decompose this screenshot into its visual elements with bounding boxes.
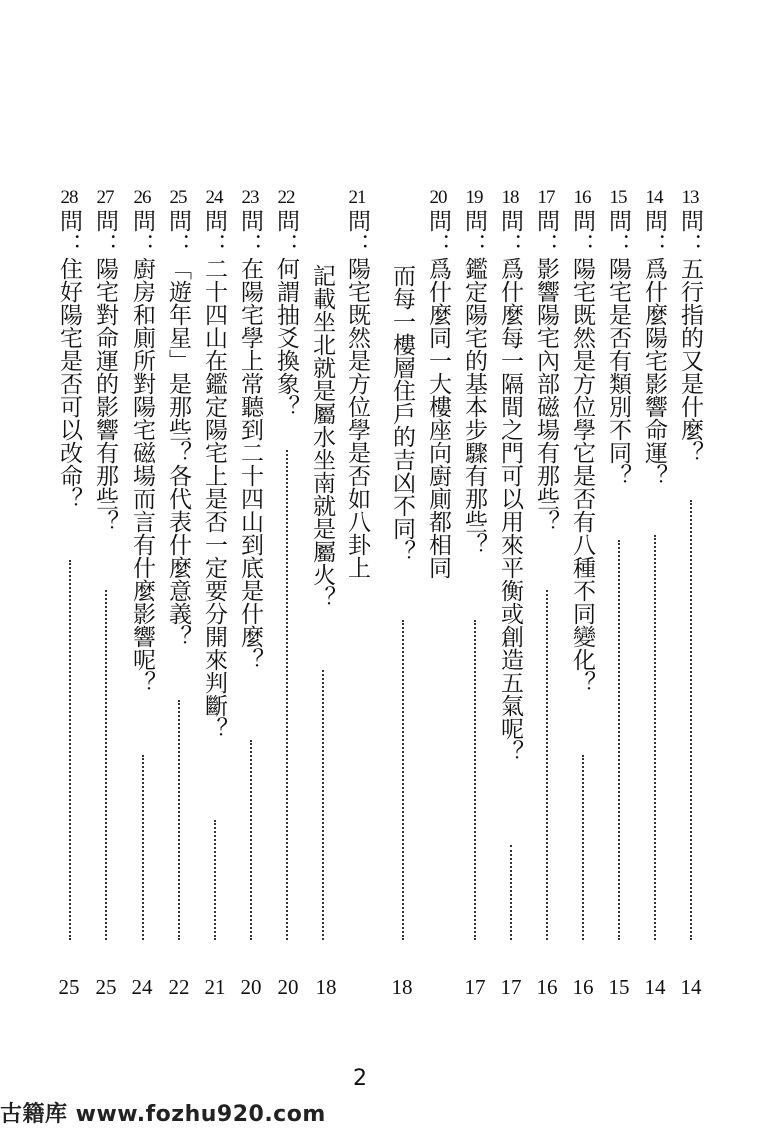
page-ref: 25 xyxy=(58,975,80,999)
leader-dots xyxy=(510,845,518,940)
leader-dots xyxy=(322,670,330,940)
colon: ： xyxy=(237,233,263,256)
leader-dots xyxy=(582,755,590,940)
question-label: 問 xyxy=(425,209,451,232)
question-number: 19 xyxy=(465,187,483,208)
question-text: 影響陽宅內部磁場有那些？ xyxy=(533,257,559,533)
question-text: 陽宅對命運的影響有那些？ xyxy=(92,257,118,533)
leader-dots xyxy=(474,620,482,940)
leader-dots xyxy=(178,700,186,940)
leader-dots xyxy=(142,755,150,940)
page-ref: 20 xyxy=(277,975,299,999)
toc-entry-19 xyxy=(457,188,491,556)
question-text: 二十四山在鑑定陽宅上是否一定要分開來判斷？ xyxy=(201,257,227,740)
colon: ： xyxy=(344,233,370,256)
toc-entry-24 xyxy=(197,188,231,740)
leader-dots xyxy=(105,590,113,940)
toc-entry-28 xyxy=(52,188,86,510)
leader-dots xyxy=(690,500,698,940)
question-number: 21 xyxy=(348,187,366,208)
question-number: 20 xyxy=(429,187,447,208)
page-ref: 16 xyxy=(572,975,594,999)
question-label: 問 xyxy=(533,209,559,232)
colon: ： xyxy=(641,233,667,256)
toc-entry-15 xyxy=(601,188,635,487)
question-number: 24 xyxy=(205,187,223,208)
question-text: 爲什麼每一隔間之門可以用來平衡或創造五氣呢？ xyxy=(497,257,523,763)
question-label: 問 xyxy=(201,209,227,232)
page-ref: 21 xyxy=(204,975,226,999)
page-ref: 20 xyxy=(240,975,262,999)
question-text: 爲什麼陽宅影響命運？ xyxy=(641,257,667,487)
question-text: 「遊年星」是那些？各代表什麼意義？ xyxy=(165,257,191,648)
colon: ： xyxy=(129,233,155,256)
question-text: 陽宅既然是方位學是否如八卦上 xyxy=(344,257,370,579)
leader-dots xyxy=(250,740,258,940)
page-ref: 14 xyxy=(644,975,666,999)
question-number: 18 xyxy=(501,187,519,208)
colon: ： xyxy=(605,233,631,256)
question-text: 爲什麼同一大樓座向廚廁都相同 xyxy=(425,257,451,579)
question-label: 問 xyxy=(237,209,263,232)
toc-entry-14 xyxy=(637,188,671,487)
question-text: 記載坐北就是屬水坐南就是屬火？ xyxy=(309,264,335,609)
colon: ： xyxy=(497,233,523,256)
page-ref: 18 xyxy=(391,975,413,999)
question-label: 問 xyxy=(165,209,191,232)
toc-entry-26 xyxy=(125,188,159,694)
colon: ： xyxy=(533,233,559,256)
question-label: 問 xyxy=(569,209,595,232)
question-number: 25 xyxy=(169,187,187,208)
colon: ： xyxy=(425,233,451,256)
question-text: 住好陽宅是否可以改命？ xyxy=(56,257,82,510)
question-text: 陽宅是否有類別不同？ xyxy=(605,257,631,487)
page-ref: 22 xyxy=(168,975,190,999)
question-label: 問 xyxy=(461,209,487,232)
toc-entry-21-continued xyxy=(305,264,339,609)
page-ref: 18 xyxy=(315,975,337,999)
question-label: 問 xyxy=(273,209,299,232)
page-number: 2 xyxy=(353,1066,367,1091)
page-ref: 17 xyxy=(500,975,522,999)
question-number: 14 xyxy=(645,187,663,208)
toc-entry-16 xyxy=(565,188,599,694)
page-ref: 14 xyxy=(680,975,702,999)
question-label: 問 xyxy=(56,209,82,232)
question-label: 問 xyxy=(677,209,703,232)
colon: ： xyxy=(677,233,703,256)
colon: ： xyxy=(56,233,82,256)
page-ref: 25 xyxy=(95,975,117,999)
colon: ： xyxy=(461,233,487,256)
question-text: 何謂抽爻換象？ xyxy=(273,257,299,418)
toc-entry-17 xyxy=(529,188,563,533)
page-ref: 17 xyxy=(464,975,486,999)
toc-entry-22 xyxy=(269,188,303,418)
question-number: 16 xyxy=(573,187,591,208)
question-text: 鑑定陽宅的基本步驟有那些？ xyxy=(461,257,487,556)
toc-entry-20-continued xyxy=(385,264,419,563)
question-text: 而每一樓層住戶的吉凶不同？ xyxy=(389,264,415,563)
leader-dots xyxy=(402,620,410,940)
question-label: 問 xyxy=(92,209,118,232)
toc-entry-18 xyxy=(493,188,527,763)
colon: ： xyxy=(273,233,299,256)
question-number: 26 xyxy=(133,187,151,208)
toc-entry-20 xyxy=(421,188,455,579)
question-text: 陽宅既然是方位學它是否有八種不同變化？ xyxy=(569,257,595,694)
page-ref: 24 xyxy=(131,975,153,999)
colon: ： xyxy=(569,233,595,256)
question-number: 22 xyxy=(277,187,295,208)
page-ref: 16 xyxy=(536,975,558,999)
question-number: 17 xyxy=(537,187,555,208)
leader-dots xyxy=(69,560,77,940)
question-label: 問 xyxy=(129,209,155,232)
toc-entry-23 xyxy=(233,188,267,671)
question-text: 廚房和廁所對陽宅磁場而言有什麼影響呢？ xyxy=(129,257,155,694)
leader-dots xyxy=(654,535,662,940)
colon: ： xyxy=(201,233,227,256)
question-label: 問 xyxy=(641,209,667,232)
leader-dots xyxy=(286,450,294,940)
leader-dots xyxy=(618,540,626,940)
question-label: 問 xyxy=(605,209,631,232)
question-label: 問 xyxy=(497,209,523,232)
toc-entry-21 xyxy=(340,188,374,579)
question-text: 在陽宅學上常聽到二十四山到底是什麼？ xyxy=(237,257,263,671)
page-ref: 15 xyxy=(608,975,630,999)
colon: ： xyxy=(165,233,191,256)
toc-entry-27 xyxy=(88,188,122,533)
watermark: 古籍库 www.fozhu920.com xyxy=(0,1102,326,1127)
question-number: 13 xyxy=(681,187,699,208)
toc-entry-13 xyxy=(673,188,707,464)
question-number: 15 xyxy=(609,187,627,208)
question-label: 問 xyxy=(344,209,370,232)
question-number: 23 xyxy=(241,187,259,208)
leader-dots xyxy=(214,820,222,940)
colon: ： xyxy=(92,233,118,256)
question-text: 五行指的又是什麼？ xyxy=(677,257,703,464)
question-number: 27 xyxy=(96,187,114,208)
question-number: 28 xyxy=(60,187,78,208)
leader-dots xyxy=(546,590,554,940)
toc-entry-25 xyxy=(161,188,195,648)
